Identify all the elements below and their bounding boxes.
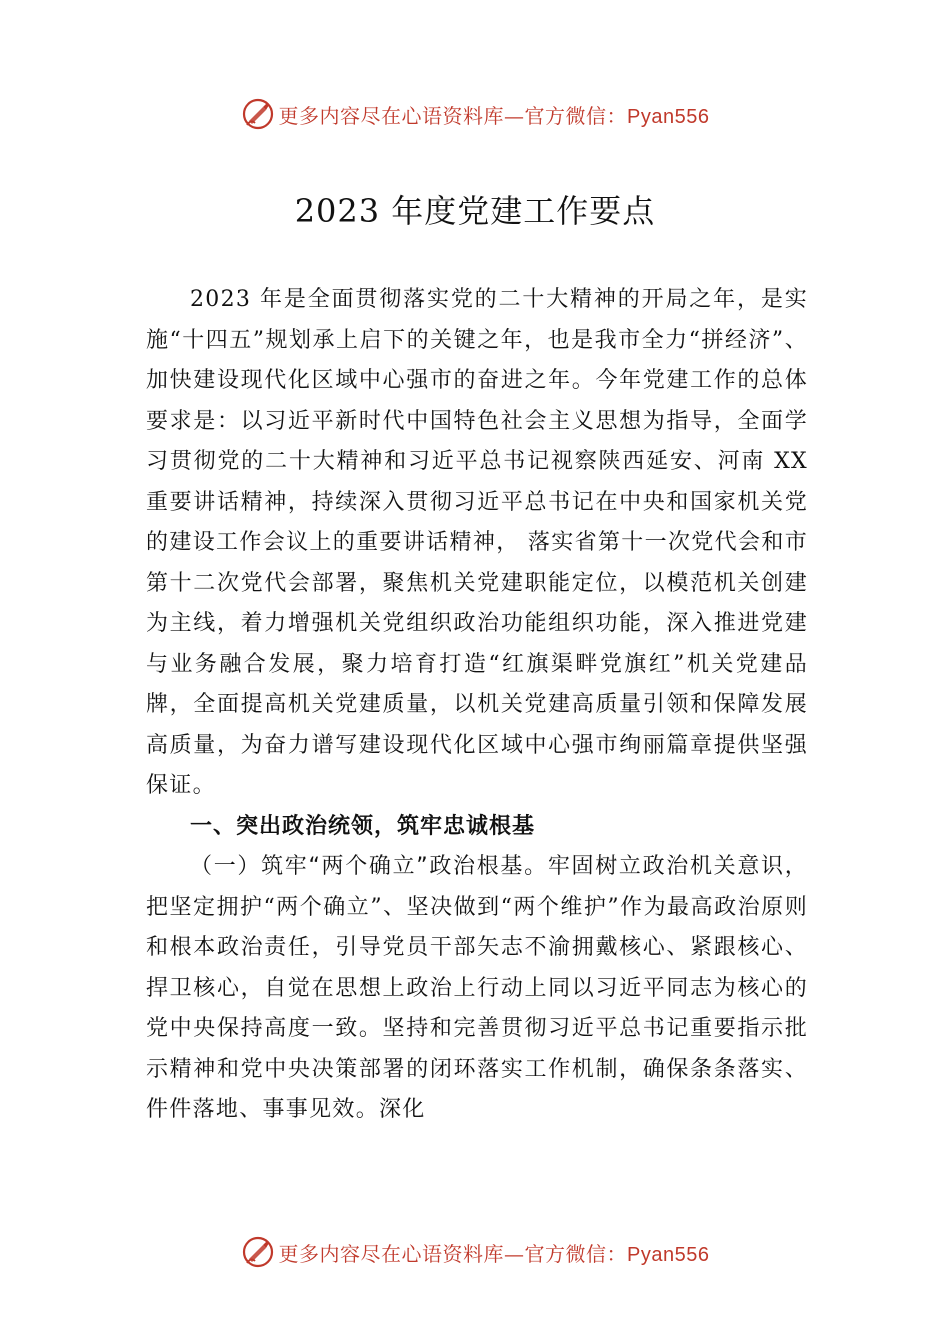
watermark-header (0, 94, 950, 134)
watermark-wechat-id: Pyan556 (627, 1243, 710, 1266)
document-title: 2023 年度党建工作要点 (294, 192, 656, 230)
pen-logo-icon (241, 97, 275, 131)
intro-paragraph: 2023 年是全面贯彻落实党的二十大精神的开局之年，是实施“十四五”规划承上启下的关键之年，也是我市全力“拼经济”、加快建设现代化区域中心强市的奋进之年。今年党建工作的总体要求是：以习近平新时代中国特色社会主义思想为指导，全面学习贯彻党的二十大精神和习近平总书记视察陕西延安、河南 XX 重要讲话精神，持续深入贯彻习近平总书记在中央和国家机关党的建设工作会议上的重要讲话精神， 落实省第十一次党代会和市第十二次党代会部署，聚焦机关党建职能定位，以模范机关创建为主线，着力增强机关党组织政治功能组织功能，深入推进党建与业务融合发展，聚力培育打造“红旗渠畔党旗红”机关党建品牌，全面提高机关党建质量，以机关党建高质量引领和保障发展高质量，为奋力谱写建设现代化区域中心强市绚丽篇章提供坚强保证。 (146, 287, 808, 798)
watermark-footer (0, 1232, 950, 1272)
section-heading: 一、突出政治统领，筑牢忠诚根基 (190, 813, 536, 839)
watermark-label: 更多内容尽在心语资料库—官方微信： (278, 1241, 628, 1266)
subsection-heading: （一）筑牢“两个确立”政治根基。 (190, 854, 548, 879)
watermark-wechat-id: Pyan556 (627, 105, 710, 128)
watermark-text (279, 1238, 710, 1267)
subsection-text: 牢固树立政治机关意识，把坚定拥护“两个确立”、坚决做到“两个维护”作为最高政治原则和根本政治责任，引导党员干部矢志不渝拥戴核心、紧跟核心、捍卫核心，自觉在思想上政治上行动上同以习近平同志为核心的党中央保持高度一致。坚持和完善贯彻习近平总书记重要指示批示精神和党中央决策部署的闭环落实工作机制，确保条条落实、件件落地、事事见效。深化 (146, 854, 808, 1122)
pen-logo-icon (241, 1235, 275, 1269)
subsection-paragraph (146, 847, 808, 1131)
watermark-label: 更多内容尽在心语资料库—官方微信： (278, 103, 628, 128)
watermark-text (279, 100, 710, 129)
document-body (146, 280, 808, 1131)
